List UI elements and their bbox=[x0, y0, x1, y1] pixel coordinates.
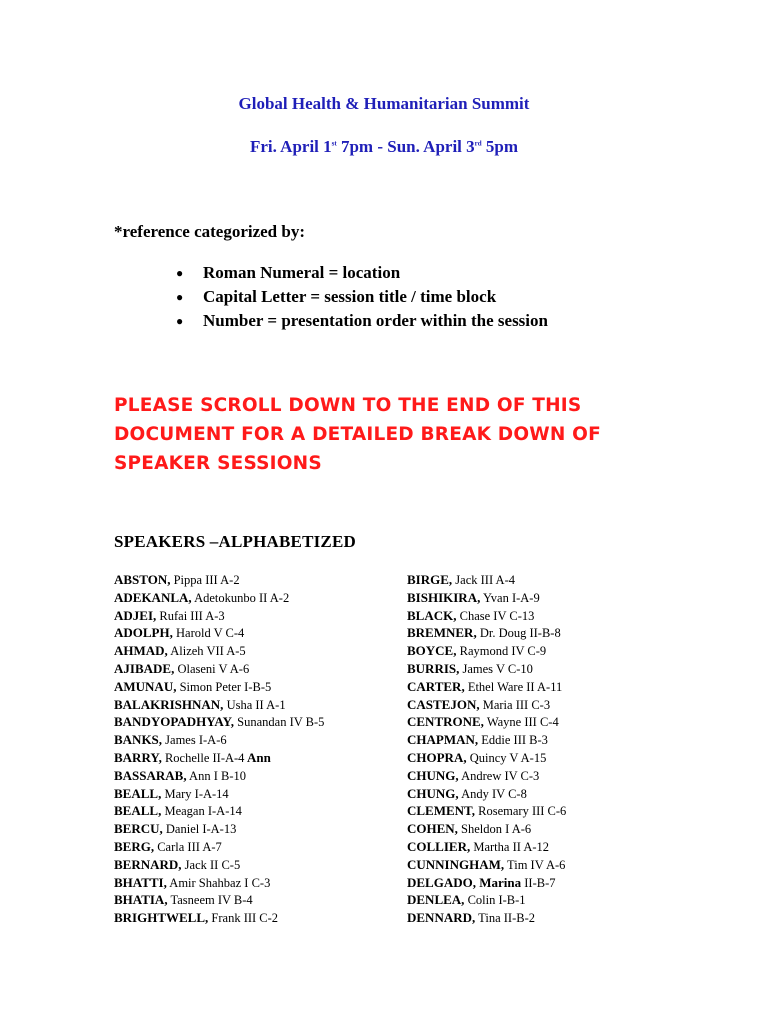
speaker-entry bbox=[407, 571, 566, 589]
date-end-time: 5pm bbox=[481, 137, 519, 156]
speaker-last-name: BALAKRISHNAN, bbox=[114, 696, 224, 712]
speaker-details: Tim IV A-6 bbox=[504, 857, 566, 872]
speaker-details: Tasneem IV B-4 bbox=[167, 893, 253, 908]
speaker-details: Usha II A-1 bbox=[223, 697, 286, 712]
summit-title: Global Health & Humanitarian Summit bbox=[238, 94, 530, 113]
speaker-last-name: BEALL, bbox=[114, 785, 162, 801]
speaker-details: Jack III A-4 bbox=[452, 573, 515, 587]
speaker-entry bbox=[407, 802, 566, 820]
speaker-entry bbox=[407, 820, 566, 838]
date-start-suffix: st bbox=[331, 139, 337, 148]
speaker-last-name: BIRGE, bbox=[407, 572, 453, 587]
speaker-entry bbox=[114, 802, 324, 820]
speaker-entry bbox=[114, 571, 324, 589]
speaker-entry bbox=[407, 660, 566, 678]
speaker-last-name: DELGADO, Marina bbox=[407, 874, 522, 890]
summit-dates bbox=[0, 137, 768, 157]
speaker-last-name: BHATTI, bbox=[114, 874, 167, 890]
speaker-last-name: BERCU, bbox=[114, 821, 163, 837]
speaker-details: Alizeh VII A-5 bbox=[167, 644, 246, 659]
speaker-last-name: COHEN, bbox=[407, 821, 458, 837]
speaker-details: Sheldon I A-6 bbox=[457, 822, 532, 837]
speaker-entry bbox=[114, 820, 324, 838]
speaker-entry bbox=[407, 624, 566, 642]
speaker-entry bbox=[114, 856, 324, 874]
speaker-details: Adetokunbo II A-2 bbox=[191, 590, 290, 605]
notice-line: PLEASE SCROLL DOWN TO THE END OF THIS bbox=[114, 395, 582, 416]
speaker-details: Maria III C-3 bbox=[479, 697, 551, 712]
speaker-last-name: BANDYOPADHYAY, bbox=[114, 714, 235, 730]
speaker-details: Chase IV C-13 bbox=[456, 608, 535, 623]
speaker-details: Tina II-B-2 bbox=[475, 911, 535, 926]
speaker-entry bbox=[407, 909, 566, 927]
bullet-icon: ● bbox=[176, 266, 184, 280]
speaker-entry bbox=[114, 624, 324, 642]
speaker-details: Martha II A-12 bbox=[470, 839, 550, 854]
speaker-details: James V C-10 bbox=[459, 661, 533, 676]
speaker-last-name: BURRIS, bbox=[407, 660, 460, 676]
speaker-entry bbox=[407, 767, 566, 785]
speaker-entry bbox=[114, 749, 324, 767]
speakers-column-left bbox=[114, 571, 324, 927]
speaker-last-name: BHATIA, bbox=[114, 892, 168, 908]
speaker-entry bbox=[407, 731, 566, 749]
speaker-details: Harold V C-4 bbox=[172, 626, 245, 641]
speaker-last-name: ADOLPH, bbox=[114, 625, 173, 641]
speaker-entry bbox=[407, 589, 566, 607]
speaker-entry bbox=[114, 660, 324, 678]
speaker-last-name: ABSTON, bbox=[114, 572, 171, 587]
speaker-details: Jack II C-5 bbox=[181, 857, 241, 872]
speaker-entry bbox=[114, 607, 324, 625]
speaker-details: Meagan I-A-14 bbox=[161, 804, 242, 819]
speaker-details: Eddie III B-3 bbox=[478, 733, 548, 748]
speaker-details: Frank III C-2 bbox=[208, 911, 279, 926]
speaker-entry bbox=[407, 696, 566, 714]
speaker-last-name: CUNNINGHAM, bbox=[407, 856, 505, 872]
speaker-last-name: BISHIKIRA, bbox=[407, 589, 481, 605]
speaker-entry bbox=[114, 838, 324, 856]
speaker-details: Dr. Doug II-B-8 bbox=[476, 626, 561, 641]
speaker-entry bbox=[407, 838, 566, 856]
reference-item-text: Capital Letter = session title / time block bbox=[203, 287, 497, 306]
speakers-column-right bbox=[407, 571, 566, 927]
speaker-entry bbox=[407, 678, 566, 696]
speaker-last-name: BANKS, bbox=[114, 732, 163, 748]
speaker-details: Amir Shahbaz I C-3 bbox=[166, 875, 271, 890]
reference-item bbox=[176, 311, 548, 335]
speaker-last-name: BARRY, bbox=[114, 749, 162, 765]
speaker-details: Wayne III C-4 bbox=[483, 715, 559, 730]
speaker-details: Pippa III A-2 bbox=[170, 573, 240, 587]
speaker-entry bbox=[114, 891, 324, 909]
speaker-details: Carla III A-7 bbox=[154, 839, 222, 854]
speaker-last-name: AJIBADE, bbox=[114, 660, 175, 676]
speaker-details: Rosemary III C-6 bbox=[475, 804, 567, 819]
speaker-details: James I-A-6 bbox=[162, 733, 227, 748]
bullet-icon: ● bbox=[176, 314, 184, 328]
speaker-entry bbox=[407, 749, 566, 767]
reference-item bbox=[176, 263, 548, 287]
speaker-last-name: ADJEI, bbox=[114, 607, 157, 623]
reference-list bbox=[176, 263, 548, 335]
speaker-last-name: AHMAD, bbox=[114, 643, 168, 659]
speaker-entry bbox=[114, 678, 324, 696]
speaker-last-name: BOYCE, bbox=[407, 643, 457, 659]
speaker-details: Ann I B-10 bbox=[186, 768, 246, 783]
speakers-heading: SPEAKERS –ALPHABETIZED bbox=[114, 532, 356, 551]
speaker-entry bbox=[114, 874, 324, 892]
speaker-last-name: DENNARD, bbox=[407, 910, 476, 926]
speaker-entry bbox=[114, 767, 324, 785]
notice-line: DOCUMENT FOR A DETAILED BREAK DOWN OF bbox=[114, 424, 601, 445]
speaker-entry bbox=[114, 589, 324, 607]
speaker-details: Yvan I-A-9 bbox=[480, 590, 540, 605]
speaker-details: Sunandan IV B-5 bbox=[234, 715, 325, 730]
date-start-time: 7pm - Sun. April 3 bbox=[336, 137, 475, 156]
speaker-entry bbox=[407, 785, 566, 803]
speaker-details: Mary I-A-14 bbox=[161, 786, 229, 801]
speaker-extra: Ann bbox=[244, 749, 271, 765]
speaker-last-name: BERNARD, bbox=[114, 856, 182, 872]
speaker-details: Colin I-B-1 bbox=[464, 893, 526, 908]
speaker-details: Andy IV C-8 bbox=[458, 786, 527, 801]
speaker-last-name: BASSARAB, bbox=[114, 767, 187, 783]
speaker-entry bbox=[114, 696, 324, 714]
speaker-entry bbox=[407, 856, 566, 874]
speaker-last-name: BRIGHTWELL, bbox=[114, 910, 209, 926]
speaker-last-name: CHUNG, bbox=[407, 767, 459, 783]
speaker-last-name: BLACK, bbox=[407, 607, 457, 623]
speaker-entry bbox=[407, 607, 566, 625]
speaker-entry bbox=[407, 642, 566, 660]
speaker-details: Rochelle II-A-4 bbox=[161, 750, 245, 765]
speaker-entry bbox=[407, 713, 566, 731]
date-start-day: Fri. April 1 bbox=[249, 137, 332, 156]
speaker-details: Ethel Ware II A-11 bbox=[464, 679, 563, 694]
notice-line: SPEAKER SESSIONS bbox=[114, 453, 322, 474]
speaker-entry bbox=[114, 642, 324, 660]
speaker-last-name: COLLIER, bbox=[407, 838, 471, 854]
speaker-last-name: ADEKANLA, bbox=[114, 589, 192, 605]
speaker-entry bbox=[114, 713, 324, 731]
speaker-entry bbox=[407, 874, 566, 892]
speaker-last-name: BERG, bbox=[114, 838, 155, 854]
speaker-last-name: DENLEA, bbox=[407, 892, 465, 908]
speaker-last-name: CLEMENT, bbox=[407, 803, 476, 819]
speaker-last-name: CHUNG, bbox=[407, 785, 459, 801]
speaker-last-name: BEALL, bbox=[114, 803, 162, 819]
speaker-last-name: CHOPRA, bbox=[407, 749, 467, 765]
reference-item-text: Number = presentation order within the session bbox=[203, 311, 548, 330]
date-end-suffix: rd bbox=[474, 139, 482, 148]
speaker-details: Olaseni V A-6 bbox=[174, 661, 250, 676]
speaker-last-name: AMUNAU, bbox=[114, 678, 177, 694]
bullet-icon: ● bbox=[176, 290, 184, 304]
speaker-details: Andrew IV C-3 bbox=[458, 768, 540, 783]
reference-item-text: Roman Numeral = location bbox=[203, 263, 401, 282]
speaker-details: Daniel I-A-13 bbox=[162, 822, 237, 837]
reference-item bbox=[176, 287, 548, 311]
speaker-entry bbox=[407, 891, 566, 909]
speaker-last-name: CASTEJON, bbox=[407, 696, 480, 712]
speaker-details: II-B-7 bbox=[521, 875, 556, 890]
speaker-details: Rufai III A-3 bbox=[156, 608, 225, 623]
speaker-details: Simon Peter I-B-5 bbox=[176, 679, 272, 694]
speaker-details: Raymond IV C-9 bbox=[456, 644, 547, 659]
speaker-last-name: CHAPMAN, bbox=[407, 732, 479, 748]
speaker-last-name: CARTER, bbox=[407, 678, 465, 694]
speaker-entry bbox=[114, 785, 324, 803]
speaker-entry bbox=[114, 731, 324, 749]
scroll-notice bbox=[114, 391, 674, 478]
speaker-last-name: BREMNER, bbox=[407, 625, 477, 641]
speaker-last-name: CENTRONE, bbox=[407, 714, 484, 730]
reference-heading: *reference categorized by: bbox=[114, 222, 306, 241]
speaker-details: Quincy V A-15 bbox=[466, 750, 547, 765]
speaker-entry bbox=[114, 909, 324, 927]
